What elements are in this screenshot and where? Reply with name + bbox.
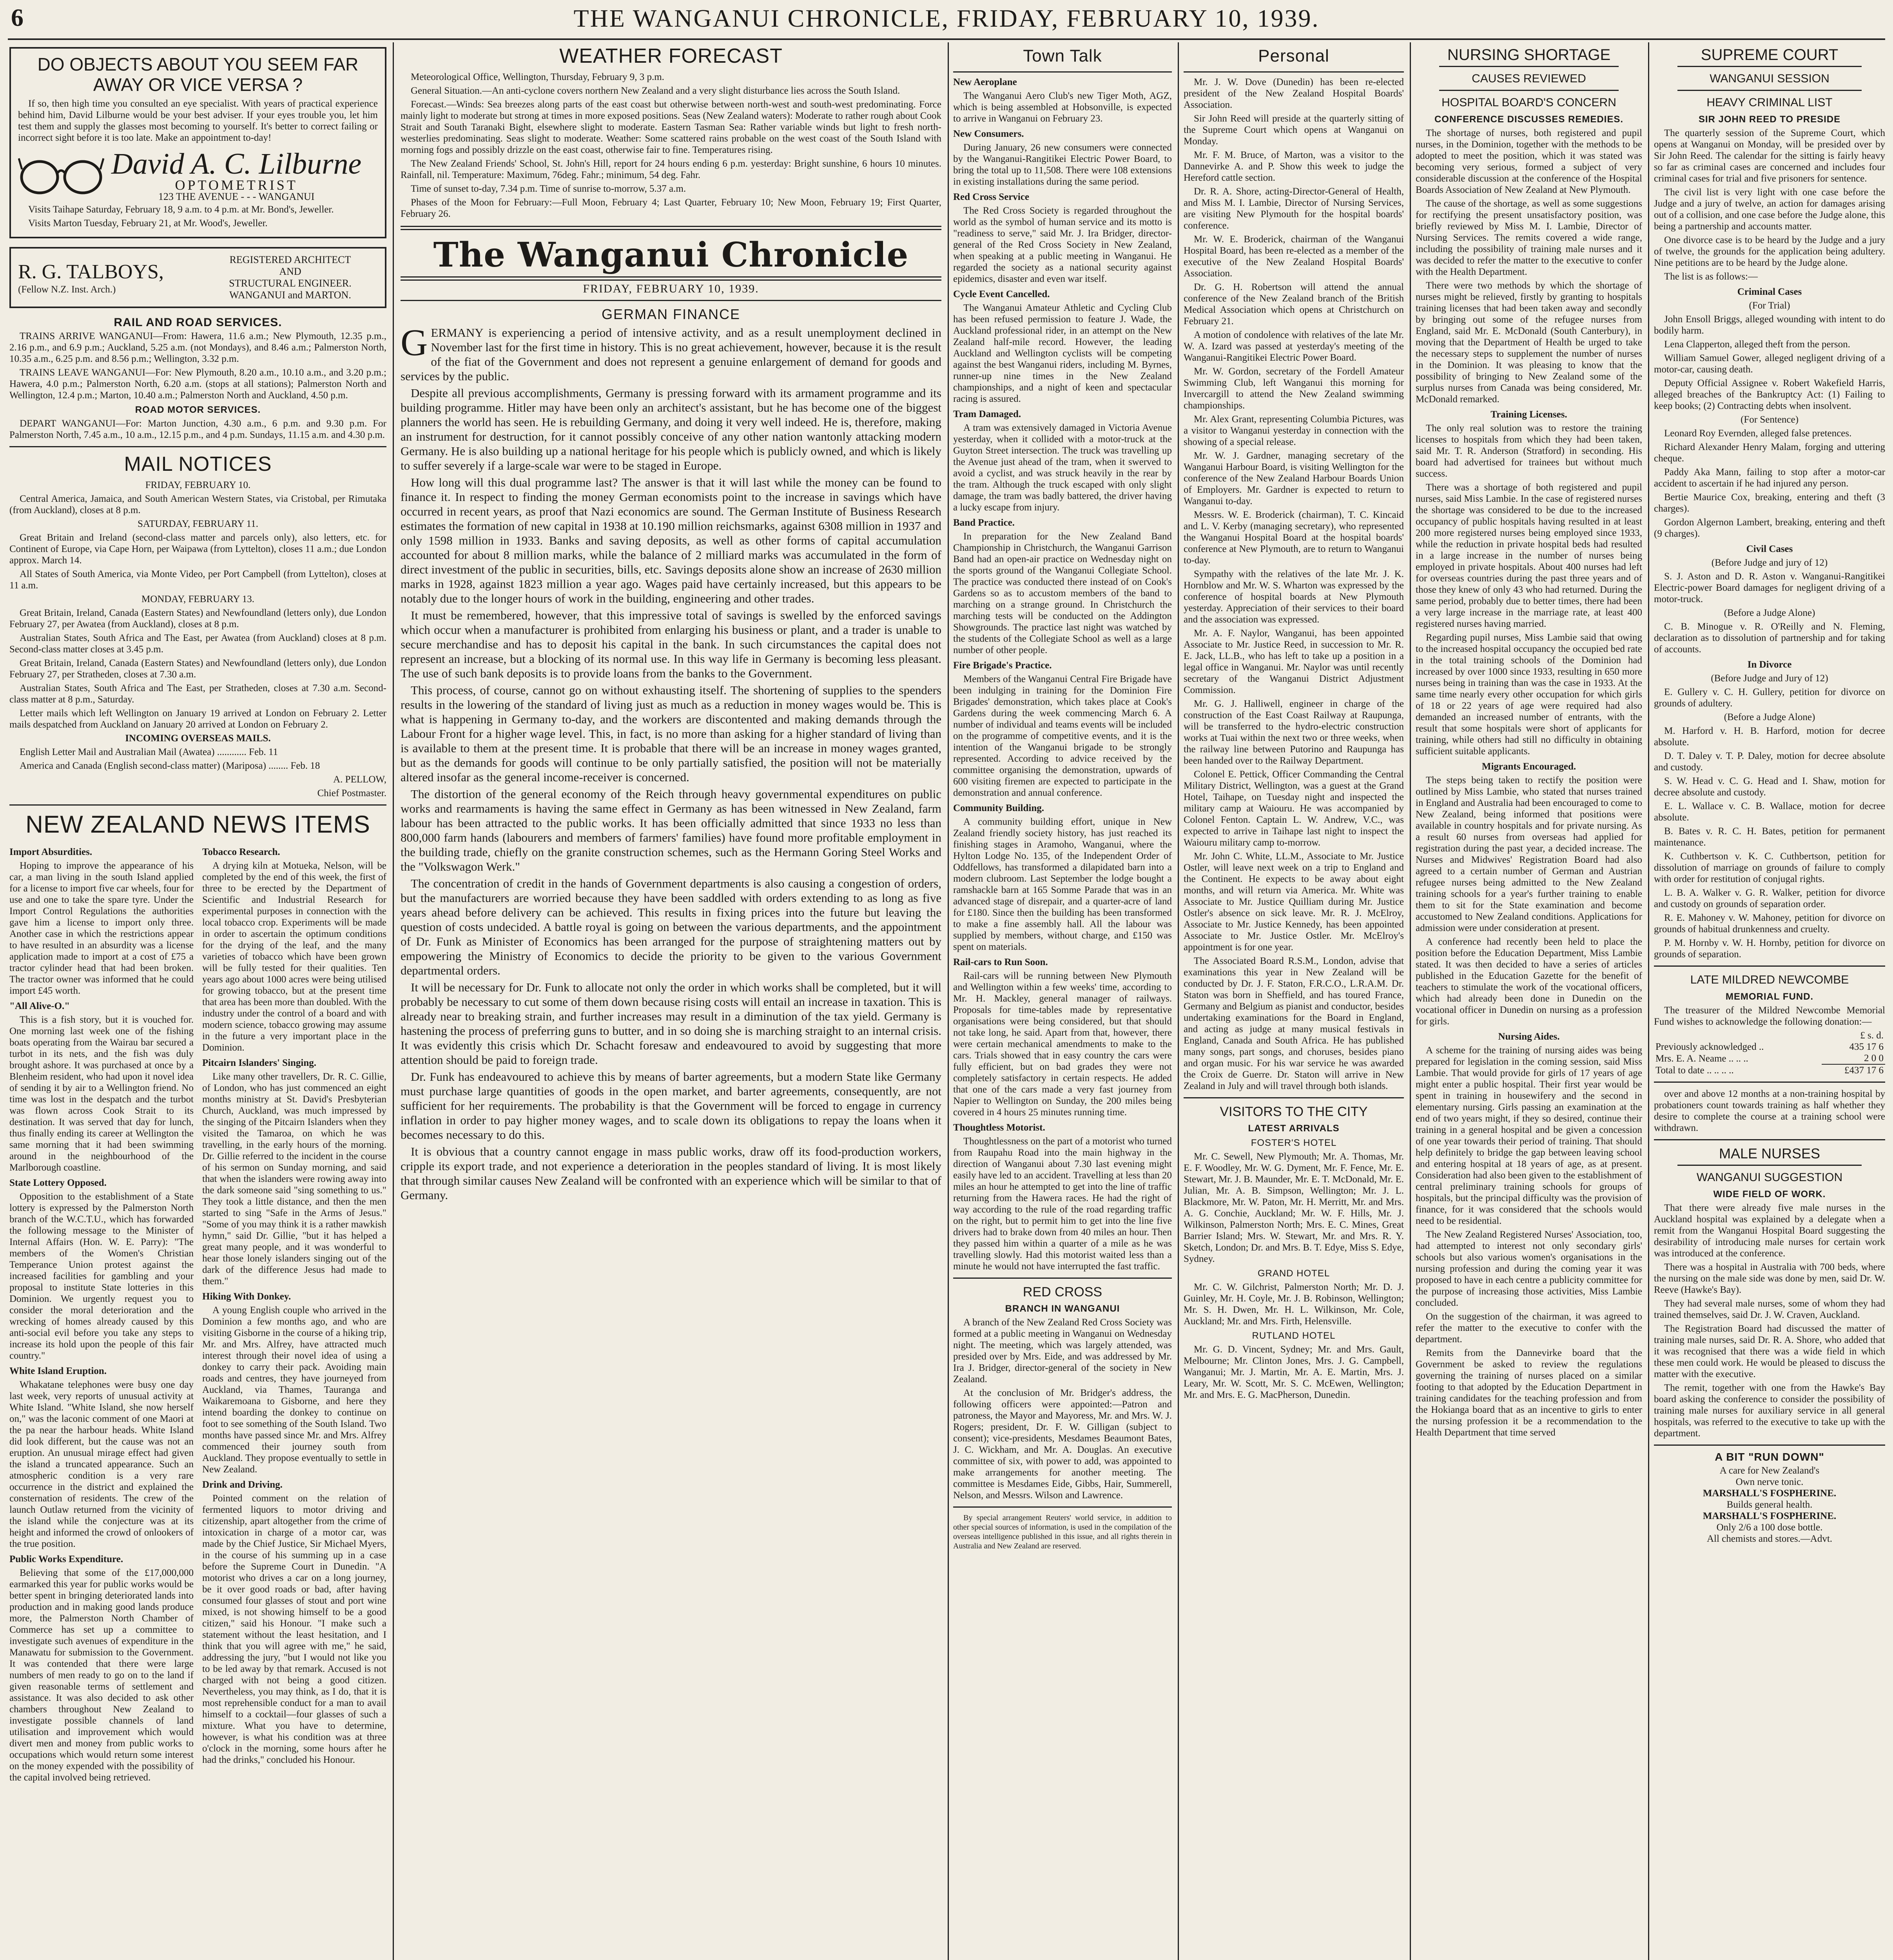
- column-rule: [1410, 42, 1411, 1960]
- personal-item: The Associated Board R.S.M., London, advise that examinations this year in New Zealand will be conducted by Dr. J. F. Staton, F.R.C.O., L.R.A.M. Dr. Staton was born in Sheffield, and has toured France, Germany and Belgium as pianist and conductor, besides undertaking examinations for the Board in England, and acting as judge at many musical festivals in England, Canada and South Africa. He has published many songs, part songs, and choruses, besides piano and organ music. For his war service he was awarded the Croix de Guerre. Dr. Staton will arrive in New Zealand in July and will travel through both islands.: [1184, 956, 1404, 1091]
- personal-item: Mr. John C. White, LL.M., Associate to Mr. Justice Ostler, will leave next week on a trip to England and the Continent. He expects to be away about eight months, and will return via America. Mr. White was Associate to Mr. Justice Quilliam during Mr. Justice Ostler's absence on sick leave. Mr. R. J. McElroy, Associate to Mr. Justice Kennedy, has been appointed Associate to Mr. Justice Ostler. Mr. McElroy's appointment is for one year.: [1184, 851, 1404, 953]
- nursing-subheading-3: CONFERENCE DISCUSSES REMEDIES.: [1434, 114, 1624, 125]
- male-nurses-paragraph: The Registration Board had discussed the matter of training male nurses, said Dr. R. A. Shore, who added that it was recognised that there was a wide field in which these men could work. He would be pleased to discuss the matter with the executive.: [1654, 1323, 1885, 1379]
- weather-forecast: Forecast.—Winds: Sea breezes along parts of the east coast but otherwise between north-west and south-west predominating. Force mainly light to moderate but strong at times in more exposed positions. Seas (New Zealand waters): Moderate to rather rough about Cook Strait and South Taranaki Bight, elsewhere slight to moderate. Eastern Tasman Sea: Rather variable winds but light to fresh north-westerlies predominating. Seas slight to moderate. Weather: Some scattered rains probable on the west coast of the South Island with morning fogs and possibly drizzle on the east coast, otherwise fair to fine. Temperatures rising.: [401, 99, 941, 155]
- mail-monday-4: Australian States, South Africa and The East, per Stratheden, closes at 7.30 a.m. Second-class matter at 8 p.m., Saturday.: [9, 683, 386, 705]
- court-case: E. L. Wallace v. C. B. Wallace, motion for decree absolute.: [1654, 801, 1885, 823]
- fospherine-advert: [1654, 1465, 1885, 1544]
- lilburne-advert: [9, 47, 386, 238]
- for-sentence-label: (For Sentence): [1741, 414, 1799, 425]
- editorial-dropcap: G: [401, 321, 428, 363]
- lilburne-visit-taihape: Visits Taihape Saturday, February 18, 9 a.m. to 4 p.m. at Mr. Bond's, Jeweller.: [28, 204, 334, 215]
- weather-general: General Situation.—An anti-cyclone covers northern New Zealand and a very slight disturbance lies across the South Island.: [411, 85, 900, 96]
- weather-sunset: Time of sunset to-day, 7.34 p.m. Time of sunrise to-morrow, 5.37 a.m.: [411, 183, 686, 194]
- nz-item-heading: "All Alive-O.": [9, 1001, 70, 1011]
- fund-label: Total to date .. .. .. ..: [1655, 1065, 1734, 1076]
- divider: [9, 446, 386, 447]
- editorial-paragraph: The distortion of the general economy of the Reich through heavy governmental expenditures on public works and rearmaments is having the same effect in Germany as has been witnessed in New Zealand, farm labour has been attracted to the public works. It has been officially admitted that since 1933 no less than 800,000 farm hands (labourers and members of farmers' families) have found more profitable employment in the building trade, chiefly on the granite construction schemes, such as the Hermann Goring Steel Works and the "Volkswagon Werk.": [401, 787, 941, 873]
- divider: [1184, 1097, 1404, 1098]
- court-case: Bertie Maurice Cox, breaking, entering and theft (3 charges).: [1654, 492, 1885, 514]
- incoming-1: English Letter Mail and Australian Mail (Awatea) ............ Feb. 11: [20, 747, 278, 757]
- divider: [1677, 66, 1862, 67]
- nursing-continuation: over and above 12 months at a non-training hospital by probationers count towards training as half whether they desire to complete the course at a training school were withdrawn.: [1654, 1089, 1885, 1133]
- lilburne-headline: DO OBJECTS ABOUT YOU SEEM FAR AWAY OR VICE VERSA ?: [37, 54, 359, 95]
- court-case: Deputy Official Assignee v. Robert Wakefield Harris, alleged breaches of the Bankruptcy Act: (1) Failing to keep books; (2) Contracting debts when insolvent.: [1654, 378, 1885, 411]
- male-nurses-paragraph: That there were already five male nurses in the Auckland hospital was explained by a delegate when a remit from the Wanganui Hospital Board suggesting the desirability of introducing male nurses for certain work was introduced at the conference.: [1654, 1203, 1885, 1259]
- town-talk-item-text: Members of the Wanganui Central Fire Brigade have been indulging in training for the Dominion Fire Brigades' demonstration, which takes place at Cook's Gardens during the week commencing March 6. A number of individual and teams events will be included on the programme of competitive events, and it is the intention of the Wanganui brigade to be strongly represented. According to advice received by the committee organising the demonstration, upwards of 600 visiting firemen are expected to participate in the demonstration and annual conference.: [953, 674, 1172, 798]
- talboys-line1: REGISTERED ARCHITECT: [229, 254, 351, 265]
- nursing-aides-heading: Nursing Aides.: [1498, 1031, 1560, 1042]
- nursing-paragraph: The steps being taken to rectify the position were outlined by Miss Lambie, who stated that nurses trained in England and Australia had been encouraged to come to New Zealand, being informed that positions were available in country hospitals and for private nursing. As a result 60 nurses from overseas had applied for registration during the past year, a decided increase. The Nurses and Midwives' Registration Board had also agreed to a certain number of German and Austrian refugee nurses being admitted to the New Zealand training schools for a year's further training to enable them to sit for the State examination and become accustomed to New Zealand conditions. Applications for admission were under consideration at present.: [1416, 775, 1642, 933]
- divider: [953, 71, 1172, 73]
- court-case: M. Harford v. H. B. Harford, motion for decree absolute.: [1654, 726, 1885, 748]
- weather-moon: Phases of the Moon for February:—Full Moon, February 4; Last Quarter, February 10; New Moon, February 19; First Quarter, February 26.: [401, 197, 941, 219]
- court-case: Paddy Aka Mann, failing to stop after a motor-car accident to ascertain if he had injured any person.: [1654, 467, 1885, 489]
- nz-item-heading: State Lottery Opposed.: [9, 1178, 107, 1188]
- column-rule: [1648, 42, 1649, 1960]
- red-cross-heading: RED CROSS: [1023, 1285, 1102, 1299]
- nursing-heading: NURSING SHORTAGE: [1447, 46, 1611, 64]
- fospherine-ad-heading: A BIT "RUN DOWN": [1715, 1451, 1824, 1463]
- lilburne-address: 123 THE AVENUE - - - WANGANUI: [158, 191, 315, 202]
- town-talk-heading: Town Talk: [1023, 46, 1102, 65]
- town-talk-item-text: The Wanganui Aero Club's new Tiger Moth, AGZ, which is being assembled at Hobsonville, is expected to arrive in Wanganui on February 23.: [953, 91, 1172, 124]
- personal-item: Colonel E. Pettick, Officer Commanding the Central Military District, Wellington, was a guest at the Grand Hotel, Taihape, on Tuesday night and inspected the military camp at Waiouru. He was accompanied by Colonel Fenton. Captain L. W. Andrew, V.C., was expected to arrive in Taihape last night to inspect the Waiouru military camp to-morrow.: [1184, 769, 1404, 848]
- mail-saturday-1: Great Britain and Ireland (second-class matter and parcels only), also letters, etc. for Continent of Europe, via Cape Horn, per Waipawa (from Lyttelton), closes 11 a.m.; due London approx. March 14.: [9, 532, 386, 566]
- fospherine-line: Only 2/6 a 100 dose bottle.: [1716, 1522, 1823, 1533]
- lilburne-visit-marton: Visits Marton Tuesday, February 21, at Mr. Wood's, Jeweller.: [28, 218, 268, 229]
- talboys-name: R. G. TALBOYS,: [18, 260, 164, 283]
- fund-column-header: £ s. d.: [1860, 1030, 1884, 1041]
- fospherine-line: Builds general health.: [1726, 1499, 1813, 1510]
- red-cross-paragraph: A branch of the New Zealand Red Cross Society was formed at a public meeting in Wanganui on Wednesday night. The meeting, which was largely attended, was presided over by Mrs. Eide, and was addressed by Mr. Ira J. Bridger, director-general of the society in New Zealand.: [953, 1317, 1172, 1385]
- for-trial-label: (For Trial): [1749, 300, 1790, 311]
- nursing-paragraph: On the suggestion of the chairman, it was agreed to refer the matter to the executive to confer with the department.: [1416, 1311, 1642, 1345]
- editorial-paragraph: It will be necessary for Dr. Funk to allocate not only the order in which works shall be completed, but it will probably be necessary to cut some of them down because rising costs will entail an increase in taxation. This is already near to breaking strain, and further increases may result in a diminution of the tax yield. Germany is hastening the process of preferring guns to butter, and in so doing she is marching straight to an internal crisis. It was evidently this crisis which Dr. Schacht foresaw and endeavoured to avoid by suggesting that more attention should be paid to foreign trade.: [401, 980, 941, 1067]
- lilburne-profession: OPTOMETRIST: [175, 177, 298, 193]
- court-case: S. J. Aston and D. R. Aston v. Wanganui-Rangitikei Electric-power Board damages for negligent driving of a motor-truck.: [1654, 571, 1885, 604]
- divider: [401, 300, 941, 301]
- mail-monday-head: MONDAY, FEBRUARY 13.: [141, 594, 255, 604]
- divider: [9, 804, 386, 806]
- mail-monday-3: Great Britain, Ireland, Canada (Eastern States) and Newfoundland (letters only), due London February 27, per Stratheden, closes at 7.30 a.m.: [9, 658, 386, 680]
- fund-value: 435 17 6: [1849, 1042, 1884, 1052]
- mail-saturday-2: All States of South America, via Monte Video, per Port Campbell (from Lyttelton), closes at 11 a.m.: [9, 569, 386, 591]
- divider: [1654, 965, 1885, 967]
- column-2: [401, 43, 941, 1960]
- fospherine-line: MARSHALL'S FOSPHERINE.: [1703, 1511, 1837, 1521]
- fospherine-line: All chemists and stores.—Advt.: [1706, 1534, 1833, 1544]
- nz-news-heading: NEW ZEALAND NEWS ITEMS: [25, 811, 370, 838]
- court-paragraph: The civil list is very light with one case before the Judge and a jury of twelve, an action for damages arising out of a collision, and one case before the Judge alone, this being a partnership and accounts matter.: [1654, 187, 1885, 232]
- column-4: [1184, 43, 1404, 1960]
- nursing-paragraph: The cause of the shortage, as well as some suggestions for rectifying the present unsatisfactory position, was briefly reviewed by Miss M. I. Lambie, Director of Nursing Services. The remits covered a wide range, including the possibility of training male nurses and it was decided to refer the matter to the executive to confer with the Health Department.: [1416, 198, 1642, 277]
- nursing-paragraph: Regarding pupil nurses, Miss Lambie said that owing to the increased hospital occupancy the occupied bed rate in the total training schools of the Dominion had increased by over 1000 since 1933, resulting in 650 more nurses being in training than was the case in 1933. At the same time nearly every other occupation for which girls of 18 or 22 years of age were required had also demanded an increased number of entrants, with the result that some hospitals were short of applicants for training, while others had still no difficulty in obtaining sufficient suitable applicants.: [1416, 632, 1642, 757]
- divider: [401, 276, 941, 281]
- civil-cases-heading: Civil Cases: [1746, 544, 1793, 554]
- personal-item: Mr. F. M. Bruce, of Marton, was a visitor to the Dannevirke A. and P. Show this week to judge the Hereford cattle section.: [1184, 150, 1404, 183]
- weather-intro: Meteorological Office, Wellington, Thursday, February 9, 3 p.m.: [411, 72, 664, 82]
- nz-news-body: [9, 842, 386, 1786]
- nz-item-text: Believing that some of the £17,000,000 earmarked this year for public works would be better spent in bringing deteriorated lands into production and in making good lands produce more, the Palmerston North Chamber of Commerce has set up a committee to investigate such avenues of expenditure in the Manawatu for submission to the Government. It was contended that there were large numbers of men ready to go on to the land if given reasonable terms of settlement and assistance. It was also decided to ask other chambers throughout New Zealand to investigate possible channels of land utilisation and improvement which would divert men and money from public works to occupations which would return some interest on the money expended with the possibility of the capital involved being retrieved.: [9, 1568, 194, 1783]
- nz-item-heading: White Island Eruption.: [9, 1366, 107, 1376]
- mail-monday-1: Great Britain, Ireland, Canada (Eastern States) and Newfoundland (letters only), due London February 27, per Awatea (from Auckland), closes at 8 p.m.: [9, 608, 386, 630]
- masthead: [0, 0, 1893, 39]
- personal-heading: Personal: [1258, 46, 1329, 65]
- supreme-court-subheading-2: HEAVY CRIMINAL LIST: [1706, 96, 1833, 109]
- court-case: Leonard Roy Evernden, alleged false pretences.: [1664, 428, 1852, 439]
- incoming-heading: INCOMING OVERSEAS MAILS.: [125, 733, 271, 744]
- nz-item-heading: Public Works Expenditure.: [9, 1554, 123, 1564]
- male-nurses-subheading: WANGANUI SUGGESTION: [1696, 1171, 1843, 1184]
- talboys-place: WANGANUI and MARTON.: [229, 289, 351, 301]
- town-talk-item-text: In preparation for the New Zealand Band Championship in Christchurch, the Wanganui Garrison Band had an open-air practice on Wednesday night on the sports ground of the Wanganui Collegiate School. The practice was conducted there instead of on Cook's Gardens so as to accustom members of the band to marching on a strange ground. In Christchurch the marching tests will be conducted on the Addington Showgrounds. The practice last night was watched by the students of the Collegiate School as well as a large number of other people.: [953, 531, 1172, 655]
- fosters-hotel-guests: Mr. C. Sewell, New Plymouth; Mr. A. Thomas, Mr. E. F. Woodley, Mr. W. G. Dyment, Mr. F. Fence, Mr. E. Stewart, Mr. J. B. Maunder, Mr. E. T. McDonald, Mr. E. Julian, Mr. A. B. Simpson, Wellington; Mr. J. L. Blackmore, Mr. W. Paton, Mr. H. Merritt, Mr. and Mrs. A. G. Conchie, Auckland; Mr. W. F. Hills, Mr. J. Wilkinson, Palmerston North; Mrs. E. C. Mines, Great Barrier Island; Mrs. W. Stewart, Mr. and Mrs. R. Y. Sketch, London; Dr. and Mrs. B. T. Edye, Miss S. Edye, Sydney.: [1184, 1151, 1404, 1264]
- fospherine-line: A care for New Zealand's: [1719, 1465, 1820, 1476]
- memorial-fund-subheading: MEMORIAL FUND.: [1725, 991, 1814, 1002]
- divorce-jury-label: (Before Judge and Jury of 12): [1711, 673, 1828, 684]
- nz-item-heading: Drink and Driving.: [202, 1479, 283, 1490]
- editorial-paragraph: This process, of course, cannot go on without exhausting itself. The shortening of supplies to the spenders results in the lowering of the standard of living just as much as a reduction in money wages would be. This is what is happening in Germany to-day, and the workers are discontented and making demands through the Labour Front for a higher wage level. This, in fact, is no more than asking for a higher standard of living than is available to them at the present time. It is probable that there will be an increase in money wages granted, but as the demands for goods will continue to be only partially satisfied, the position will not be materially altered insofar as the general income-receiver is concerned.: [401, 683, 941, 784]
- red-cross-subheading: BRANCH IN WANGANUI: [1005, 1303, 1120, 1314]
- divorce-heading: In Divorce: [1747, 659, 1792, 670]
- court-case: S. W. Head v. C. G. Head and I. Shaw, motion for decree absolute and custody.: [1654, 776, 1885, 798]
- editorial-paragraph: Despite all previous accomplishments, Germany is pressing forward with its armament programme and its building programme. Hitler may have been only an architect's assistant, but he has become one of the biggest planners the world has seen. He is rebuilding Germany, and doing it very well indeed. He is, therefore, making an instrument for destruction, for it cannot possibly conceive of any other nation wantonly attacking modern Germany. He is also building up a national heritage for his people which is publicly owned, and which is likely to suffer severely if a large-scale war were to be staged in Europe.: [401, 386, 941, 472]
- town-talk-item-text: Thoughtlessness on the part of a motorist who turned from Raupahu Road into the main highway in the direction of Wanganui about 7.30 last evening might easily have led to an accident. Travelling at less than 20 miles an hour he attempted to get into the line of traffic returning from the Hawera races. He had the right of way according to the rule of the road regarding traffic on the right, but to permit him to get into the line five drivers had to brake down from 40 miles an hour. Then they passed him within a quarter of a mile as he was travelling slowly. Had this motorist waited less than a minute he would not have interrupted the fast traffic.: [953, 1136, 1172, 1272]
- court-case: K. Cuthbertson v. K. C. Cuthbertson, petition for dissolution of marriage on grounds of failure to comply with order for restitution of conjugal rights.: [1654, 851, 1885, 884]
- nursing-paragraph: A conference had recently been held to place the position before the Education Department, Miss Lambie stated. It was then decided to have a series of articles published in the Education Gazette for the benefit of teachers to stimulate the work of the vocational officers, which had already been done in Dunedin on the vocational officer in Dunedin on nursing as a profession for girls.: [1416, 936, 1642, 1027]
- editorial-paragraph: It is obvious that a country cannot engage in mass public works, draw off its food-production workers, cripple its export trade, and not experience a deterioration in the peoples standard of living. It is most likely that through similar causes New Zealand will be confronted with an experience which will be similar to that of Germany.: [401, 1145, 941, 1202]
- column-5: [1416, 43, 1642, 1960]
- fospherine-line: MARSHALL'S FOSPHERINE.: [1703, 1488, 1837, 1499]
- nursing-subheading-1: CAUSES REVIEWED: [1472, 72, 1586, 85]
- divider: [1654, 1082, 1885, 1083]
- court-case: E. Gullery v. C. H. Gullery, petition for divorce on grounds of adultery.: [1654, 687, 1885, 709]
- town-talk-item-heading: Cycle Event Cancelled.: [953, 289, 1050, 299]
- nz-item-text: Opposition to the establishment of a State lottery is expressed by the Palmerston North branch of the W.C.T.U., which has forwarded the following message to the Minister of Internal Affairs (Hon. W. E. Parry): "The members of the Women's Christian Temperance Union protest against the increased facilities for gambling and your proposal to institute State lotteries in this Dominion. We urgently request you to consider the moral deterioration and the wrecking of homes already caused by this anti-social evil before you take any steps to increase its hold upon the people of this fair country.": [9, 1191, 194, 1361]
- court-paragraph: The quarterly session of the Supreme Court, which opens at Wanganui on Monday, will be presided over by Sir John Reed. The calendar for the sitting is fairly heavy so far as criminal cases are concerned and includes four criminal cases for trial and five prisoners for sentence.: [1654, 128, 1885, 184]
- talboys-line2: AND: [279, 266, 301, 277]
- rail-heading: RAIL AND ROAD SERVICES.: [114, 316, 282, 329]
- nz-item-heading: Hiking With Donkey.: [202, 1291, 291, 1302]
- mail-friday: Central America, Jamaica, and South American Western States, via Cristobal, per Rimutaka (from Auckland), closes at 8 p.m.: [9, 494, 386, 515]
- court-case: Gordon Algernon Lambert, breaking, entering and theft (9 charges).: [1654, 517, 1885, 539]
- visitors-subheading: LATEST ARRIVALS: [1248, 1123, 1340, 1134]
- civil-jury-label: (Before Judge and jury of 12): [1711, 557, 1828, 568]
- column-6: [1654, 43, 1885, 1960]
- personal-item: Mr. W. Gordon, secretary of the Fordell Amateur Swimming Club, left Wanganui this morning for Invercargill to attend the New Zealand swimming championships.: [1184, 366, 1404, 411]
- newspaper-title: THE WANGANUI CHRONICLE, FRIDAY, FEBRUARY 10, 1939.: [573, 4, 1320, 32]
- weather-school-report: The New Zealand Friends' School, St. John's Hill, report for 24 hours ending 6 p.m. yesterday: Bright sunshine, 6 hours 10 minutes. Rainfall, nil. Temperature: Maximum, 76deg. Fahr.; minimum, 54 deg. Fahr.: [401, 158, 941, 180]
- nz-item-text: Hoping to improve the appearance of his car, a man living in the south Island applied for a license to import five car wheels, four for use and one to take the spare tyre. Under the Import Control Regulations the authorities gave him a license to import only three. Another case in which the restrictions appear to have resulted in an absurdity was a license application made to import at a cost of £75 a tractor cylinder head that had been broken. The tractor owner was informed that he could import £45 worth.: [9, 860, 194, 996]
- table-row: [1654, 1030, 1885, 1041]
- court-case: P. M. Hornby v. W. H. Hornby, petition for divorce on grounds of separation.: [1654, 938, 1885, 960]
- divider: [401, 226, 941, 230]
- talboys-fellow: (Fellow N.Z. Inst. Arch.): [18, 284, 116, 295]
- divider: [1654, 1445, 1885, 1446]
- rail-leave: TRAINS LEAVE WANGANUI—For: New Plymouth, 8.20 a.m., 10.10 a.m., and 3.20 p.m.; Hawera, 4.0 p.m.; Palmerston North, 6.20 a.m. (stops at all stations); Palmerston North and Wellington, 12.4 p.m.; Marton, 10.40 a.m.; Palmerston North and Auckland, 4.50 p.m.: [9, 367, 386, 401]
- memorial-fund-intro: The treasurer of the Mildred Newcombe Memorial Fund wishes to acknowledge the following donation:—: [1654, 1005, 1885, 1027]
- personal-item: A motion of condolence with relatives of the late Mr. W. A. Izard was passed at yesterday's meeting of the Wanganui-Rangitikei Electric Power Board.: [1184, 330, 1404, 363]
- rail-arrive: TRAINS ARRIVE WANGANUI—From: Hawera, 11.6 a.m.; New Plymouth, 12.35 p.m., 2.16 p.m., and 6.9 p.m.; Auckland, 5.25 a.m. (not Mondays), and 8.46 a.m.; Palmerston North, 10.35 a.m., 6.25 p.m. and 8.56 p.m.; Wellington, 3.32 p.m.: [9, 331, 386, 364]
- court-paragraph: One divorce case is to be heard by the Judge and a jury of twelve, the grounds for the application being adultery. Nine petitions are to be heard by the Judge alone.: [1654, 235, 1885, 268]
- divider: [1654, 1139, 1885, 1140]
- memorial-fund-table: [1654, 1030, 1885, 1076]
- personal-item: Mr. J. W. Dove (Dunedin) has been re-elected president of the New Zealand Hospital Boards' Association.: [1184, 77, 1404, 110]
- nz-item-text: A young English couple who arrived in the Dominion a few months ago, and who are visiting Gisborne in the course of a hiking trip, Mr. and Mrs. Alfrey, have attracted much interest through their novel idea of using a donkey to carry their pack. Avoiding main roads and centres, they have journeyed from Auckland, via Thames, Tauranga and Waikaremoana to Gisborne, and here they intend boarding the donkey to continue on foot to see something of the South Island. Two months have passed since Mr. and Mrs. Alfrey commenced their journey south from Auckland. They propose eventually to settle in New Zealand.: [202, 1305, 386, 1475]
- personal-item: Mr. Alex Grant, representing Columbia Pictures, was a visitor to Wanganui yesterday in connection with the showing of a special release.: [1184, 414, 1404, 447]
- town-talk-item-text: The Wanganui Amateur Athletic and Cycling Club has been refused permission to feature J. Wade, the Auckland professional rider, in an attempt on the New Zealand half-mile record. However, the leading Auckland and Wellington cyclists will be competing against the best Wanganui riders, including M. Byrnes, runner-up nine times in the New Zealand championships, and a night of keen and spectacular racing is assured.: [953, 303, 1172, 404]
- column-3: [953, 43, 1172, 1960]
- fosters-hotel-heading: FOSTER'S HOTEL: [1251, 1138, 1337, 1148]
- personal-item: Dr. G. H. Robertson will attend the annual conference of the New Zealand branch of the British Medical Association which opens at Christchurch on February 21.: [1184, 282, 1404, 327]
- supreme-court-subheading-3: SIR JOHN REED TO PRESIDE: [1698, 114, 1841, 125]
- personal-item: Mr. W. J. Gardner, managing secretary of the Wanganui Harbour Board, is visiting Wellington for the conference of the New Zealand Harbour Boards Union of Employers. Mr. Gardner is expected to return to Wanganui to-day.: [1184, 450, 1404, 506]
- column-rule: [1178, 42, 1179, 1960]
- weather-heading: WEATHER FORECAST: [559, 45, 783, 67]
- editorial-paragraph: How long will this dual programme last? The answer is that it will last while the money can be found to finance it. In respect to finding the money German economists point to the increase in savings which have occurred in recent years, as proof that Nazi economics are sound. The German Institute of Business Research estimates the formation of new capital in 1938 at 10.190 million reichsmarks, against 6308 million in 1937 and only 1598 million in 1933. Banks and saving deposits, as well as other forms of capital accumulation accounted for about 8 million marks, while the balance of 2 milliard marks was accumulated in the form of direct investment of the public in securities, bills, etc. Savings deposits alone show an increase of 2630 million marks in 1928, against 1823 million a year ago. Wages paid have certainly increased, but this appears to be notably due to the longer hours of work in the building, engineering and other trades.: [401, 475, 941, 605]
- court-case: John Ensoll Briggs, alleged wounding with intent to do bodily harm.: [1654, 314, 1885, 336]
- postmaster-title: Chief Postmaster.: [317, 788, 386, 799]
- training-licenses-heading: Training Licenses.: [1490, 409, 1567, 420]
- reuters-footnote: By special arrangement Reuters' world service, in addition to other special sources of information, is used in the compilation of the overseas intelligence published in this issue, and all rights therein in Australia and New Zealand are reserved.: [953, 1514, 1172, 1550]
- divider: [953, 1278, 1172, 1279]
- talboys-line3: STRUCTURAL ENGINEER.: [229, 278, 352, 289]
- court-case: B. Bates v. R. C. H. Bates, petition for permanent maintenance.: [1654, 826, 1885, 848]
- court-case: L. B. A. Walker v. G. R. Walker, petition for divorce and custody on grounds of separation order.: [1654, 887, 1885, 909]
- town-talk-item-heading: Fire Brigade's Practice.: [953, 660, 1052, 671]
- page-number: 6: [11, 4, 24, 31]
- civil-alone-label: (Before a Judge Alone): [1724, 608, 1815, 618]
- divorce-alone-label: (Before a Judge Alone): [1724, 712, 1815, 722]
- editorial-paragraph: ERMANY is experiencing a period of intensive activity, and as a result unemployment declined in November last for the first time in history. This is no great achievement, however, because it is the result of the fiat of the Government and does not represent a genuine enlargement of demand for goods and services by the public.: [401, 326, 941, 383]
- lilburne-body: If so, then high time you consulted an eye specialist. With years of practical experience behind him, David Lilburne would be your best adviser. If your eyes trouble you, let him test them and supply the glasses most becoming to yourself. It's better to correct failing or incorrect sight before it is too late. Make an appointment to-day!: [18, 98, 378, 143]
- nz-item-heading: Tobacco Research.: [202, 847, 280, 857]
- town-talk-item-heading: Band Practice.: [953, 517, 1015, 528]
- road-depart: DEPART WANGANUI—For: Marton Junction, 4.30 a.m., 6 p.m. and 9.30 p.m. For Palmerston North, 7.45 a.m., 10 a.m., 12.15 p.m., and 4 p.m. Sundays, 11.15 a.m. and 4.30 p.m.: [9, 418, 386, 440]
- court-case: Richard Alexander Henry Malam, forging and uttering cheque.: [1654, 442, 1885, 464]
- newspaper-flag: The Wanganui Chronicle: [433, 235, 909, 275]
- nursing-paragraph: A scheme for the training of nursing aides was being prepared for legislation in the coming session, said Miss Lambie. That would provide for girls of 17 years of age might enter a public hospital. Their first year would be spent in training in housewifery and the second in elementary nursing. Girls passing an examination at the end of two years might, if they so desired, continue their training in a general hospital and be given a concession of one year towards their period of training. That should help definitely to bridge the gap between leaving school and entering hospital at 18 years of age, as at present. Consideration had also been given to the establishment of central preliminary training schools for groups of hospitals, but the principal difficulty was the provision of finance, for it was considered that the schools would need to be residential.: [1416, 1045, 1642, 1226]
- town-talk-item-heading: Tram Damaged.: [953, 409, 1021, 419]
- editorial-paragraph: Dr. Funk has endeavoured to achieve this by means of barter agreements, but a modern State like Germany must purchase large quantities of goods in the open market, and barter agreements, consequently, are not sufficient for her requirements. The probability is that the Government will be forced to engage in currency inflation in order to pay higher money wages, and to scale down its obligations to repay the loans when it becomes necessary to do this.: [401, 1070, 941, 1142]
- table-row: [1654, 1053, 1885, 1064]
- supreme-court-heading: SUPREME COURT: [1701, 46, 1839, 64]
- mail-saturday-head: SATURDAY, FEBRUARY 11.: [138, 519, 258, 529]
- court-case: C. B. Minogue v. R. O'Reilly and N. Fleming, declaration as to dissolution of partnership and for taking of accounts.: [1654, 621, 1885, 655]
- nz-item-text: Whakatane telephones were busy one day last week, very reports of unusual activity at White Island. "White Island, she now herself on," was the laconic comment of one Maori at the pa near the harbour heads. White Island did look different, but the cause was not an eruption. An unusual mirage effect had given the island a truncated appearance. Such an atmospheric condition is a very rare occurrence in the district and explained the consternation of residents. The crew of the launch Outlaw returned from the vicinity of the island while the conjecture was at its height and informed the crowd of onlookers of the true position.: [9, 1379, 194, 1549]
- nursing-paragraph: The New Zealand Registered Nurses' Association, too, had attempted to interest not only secondary girls' schools but also various women's organisations in the nursing profession and during the coming year it was proposed to have in each centre a publicity committee for the purpose of increasing those activities, Miss Lambie concluded.: [1416, 1229, 1642, 1308]
- rutland-hotel-guests: Mr. G. D. Vincent, Sydney; Mr. and Mrs. Gault, Melbourne; Mr. Clinton Jones, Mrs. J. G. Campbell, Wanganui; Mr. J. Martin, Mr. A. E. Martin, Mrs. J. Leary, Mr. W. Scott, Mr. S. C. McEwen, Wellington; Mr. and Mrs. E. G. MacPherson, Dunedin.: [1184, 1344, 1404, 1400]
- spectacles-icon: [18, 154, 104, 197]
- road-heading: ROAD MOTOR SERVICES.: [135, 405, 261, 415]
- fund-label: Previously acknowledged ..: [1655, 1042, 1764, 1052]
- male-nurses-heading: MALE NURSES: [1719, 1145, 1820, 1161]
- nz-item-text: This is a fish story, but it is vouched for. One morning last week one of the fishing boats operating from the Wairau bar secured a turbot in its nets, and the fish was duly brought ashore. It was purchased at once by a Blenheim resident, who had upon it novel idea of sending it by air to a Wellington friend. No time was lost in the despatch and the turbot was flown across Cook Strait to its destination. It was served that day for lunch, thus finally ending its career at Wellington the same morning that it had been swimming around in the neighbourhood of the Marlborough coastline.: [9, 1014, 194, 1173]
- divider: [1439, 90, 1619, 91]
- divider: [953, 1506, 1172, 1508]
- fund-value: £437 17 6: [1844, 1065, 1884, 1076]
- mail-friday-head: FRIDAY, FEBRUARY 10.: [145, 480, 251, 490]
- divider: [1677, 1165, 1862, 1166]
- town-talk-item-text: A tram was extensively damaged in Victoria Avenue yesterday, when it collided with a motor-truck at the Guyton Street intersection. The truck was travelling up the Avenue just ahead of the tram, when it swerved to avoid a cyclist, and was struck heavily in the rear by the tram. Although the truck escaped with only slight damage, the tram was badly battered, the driver having a lucky escape from injury.: [953, 423, 1172, 513]
- masthead-rule: [8, 38, 1885, 40]
- town-talk-item-heading: New Aeroplane: [953, 77, 1017, 87]
- lilburne-name: David A. C. Lilburne: [111, 147, 362, 180]
- town-talk-item-text: The Red Cross Society is regarded throughout the world as the symbol of human service and its motto is "readiness to serve," said Mr. J. Ira Bridger, director-general of the Red Cross Society in New Zealand, when speaking at a public meeting in Wanganui. He regarded the society as a national security against epidemics, disaster and even war itself.: [953, 205, 1172, 284]
- column-rule: [948, 42, 949, 1960]
- grand-hotel-guests: Mr. C. W. Gilchrist, Palmerston North; Mr. D. J. Guinley, Mr. H. Coyle, Mr. J. B. Robinson, Wellington; Mr. S. H. Dwen, Mr. H. L. Wilkinson, Mr. Cole, Auckland; Mr. and Mrs. Firth, Helensville.: [1184, 1282, 1404, 1327]
- personal-item: Mr. W. E. Broderick, chairman of the Wanganui Hospital Board, has been re-elected as a member of the executive of the New Zealand Hospital Boards' Association.: [1184, 234, 1404, 279]
- lilburne-logo: [18, 148, 378, 202]
- divider: [1184, 71, 1404, 73]
- fund-value: 2 0 0: [1822, 1053, 1885, 1064]
- postmaster-name: A. PELLOW,: [333, 774, 386, 785]
- court-case: William Samuel Gower, alleged negligent driving of a motor-car, causing death.: [1654, 353, 1885, 375]
- incoming-2: America and Canada (English second-class matter) (Mariposa) ........ Feb. 18: [20, 760, 320, 771]
- court-paragraph: The list is as follows:—: [1664, 271, 1758, 282]
- nz-item-text: Pointed comment on the relation of fermented liquors to motor driving and citizenship, apart altogether from the crime of intoxication in charge of a motor car, was made by the Chief Justice, Sir Michael Myers, in the course of his summing up in a case before the Supreme Court in Dunedin. "A motorist who drives a car on a long journey, be it over good roads or bad, after having consumed four glasses of stout and port wine mixed, is not showing himself to be a good citizen," said his Honour. "I make such a statement without the least hesitation, and I think that you will agree with me," he said, addressing the jury, "but I would not like you to be led away by that remark. Accused is not charged with not being a good citizen. Nevertheless, you may think, as I do, that it is most reprehensible conduct for a man to avail himself to a cocktail—four glasses of such a mixture. What you have to determine, however, is what his condition was at three o'clock in the morning, some hours after he had the drinks," concluded his Honour.: [202, 1493, 386, 1765]
- personal-item: Dr. R. A. Shore, acting-Director-General of Health, and Miss M. I. Lambie, Director of Nursing Services, are visiting New Plymouth for the hospital boards' conference.: [1184, 186, 1404, 231]
- nursing-paragraph: The only real solution was to restore the training licenses to hospitals from which they had been taken, said Mr. T. R. Anderson (Stratford) in seconding. His board had advertised for trainees but without much success.: [1416, 423, 1642, 479]
- town-talk-item-heading: New Consumers.: [953, 129, 1024, 139]
- rutland-hotel-heading: RUTLAND HOTEL: [1252, 1330, 1336, 1341]
- nz-item-text: A drying kiln at Motueka, Nelson, will be completed by the end of this week, the first of three to be erected by the Department of Scientific and Industrial Research for experimental purposes in connection with the local tobacco crop. Experiments will be made in order to ascertain the optimum conditions for the drying of the leaf, and the many varieties of tobacco which have been grown will be fully tested for their qualities. Ten years ago about 1000 acres were being utilised for growing tobacco, but at the present time that area has been more than doubled. With the industry under the control of a board and with modern science, tobacco growing may assume in the future a very important place in the Dominion.: [202, 860, 386, 1053]
- nursing-paragraph: The shortage of nurses, both registered and pupil nurses, in the Dominion, together with the methods to be adopted to meet the position, which it was stated was becoming very serious, formed a subject of very considerable discussion at the conference of the Hospital Boards Association of New Zealand at New Plymouth.: [1416, 128, 1642, 195]
- mail-monday-5: Letter mails which left Wellington on January 19 arrived at London on February 2. Letter mails despatched from Auckland on January 20 arrived at London on February 2.: [9, 708, 386, 730]
- personal-item: Sir John Reed will preside at the quarterly sitting of the Supreme Court which opens at Wanganui on Monday.: [1184, 113, 1404, 147]
- criminal-cases-heading: Criminal Cases: [1737, 287, 1802, 297]
- mail-monday-2: Australian States, South Africa and The East, per Awatea (from Auckland) closes at 8 p.m. Second-class matter closes at 3.45 p.m.: [9, 633, 386, 655]
- nz-item-text: Like many other travellers, Dr. R. C. Gillie, of London, who has just commenced an eight months ministry at St. David's Presbyterian Church, Auckland, was much impressed by the singing of the Pitcairn Islanders when they visited the Tamaroa, on which he was travelling, in the early hours of the morning. Dr. Gillie referred to the incident in the course of his sermon on Sunday morning, and said that when the islanders were rowing away into the dark someone said "sing something to us." They took a little distance, and then the men started to sing "Safe in the Arms of Jesus." "Some of you may think it is a rather mawkish hymn," said Dr. Gillie, "but it has helped a great many people, and it was wonderful to hear those lonely islanders singing out of the dark of the difference Jesus had made to them.": [202, 1071, 386, 1287]
- personal-item: Messrs. W. E. Broderick (chairman), T. C. Kincaid and L. V. Kerby (managing secretary), who represented the Wanganui Hospital Board at the hospital boards' conference at New Plymouth, are to return to Wanganui to-day.: [1184, 510, 1404, 566]
- male-nurses-paragraph: There was a hospital in Australia with 700 beds, where the nursing on the male side was done by men, said Dr. W. Reeve (Hawke's Bay).: [1654, 1262, 1885, 1295]
- personal-item: Mr. G. J. Halliwell, engineer in charge of the construction of the East Coast Railway at Raupunga, will be transferred to the hydro-electric construction works at Tuai within the next two or three weeks, when the railway line between Putorino and Raupunga has been handed over to the Railway Department.: [1184, 699, 1404, 766]
- town-talk-item-heading: Rail-cars to Run Soon.: [953, 957, 1048, 967]
- town-talk-item-text: Rail-cars will be running between New Plymouth and Wellington within a few weeks' time, according to Mr. H. Mackley, general manager of railways. Proposals for time-tables made by representative organisations were being considered, but that should not take long, he said. Apart from that, however, there were certain mechanical amendments to make to the cars. Trials showed that in easy country the cars were fully efficient, but on bad grades they were not completely satisfactory in certain respects. He added that one of the cars made a very fast journey from Napier to Wellington on Sunday, the 200 miles being covered in 4 hours 25 minutes running time.: [953, 971, 1172, 1118]
- town-talk-item-heading: Thoughtless Motorist.: [953, 1122, 1045, 1133]
- town-talk-item-heading: Red Cross Service: [953, 192, 1029, 202]
- editorial-date: FRIDAY, FEBRUARY 10, 1939.: [583, 282, 759, 295]
- memorial-fund-heading: LATE MILDRED NEWCOMBE: [1690, 973, 1849, 986]
- divider: [1439, 66, 1619, 67]
- nursing-paragraph: There was a shortage of both registered and pupil nurses, said Miss Lambie. In the case of registered nurses the shortage was considered to be due to the increased occupancy of public hospitals having resulted in at least 200 more registered nurses being employed since 1933, while the reduction in private hospital beds had resulted in a large increase in the number of nurses being employed in private hospitals. About 400 nurses had left for overseas countries during the past three years and of those they knew of only 43 who had returned. During the same period, probably due to better times, there had been a very large increase in the marriage rate, at least 400 registered nurses having married.: [1416, 482, 1642, 629]
- male-nurses-subheading-2: WIDE FIELD OF WORK.: [1713, 1189, 1826, 1200]
- red-cross-paragraph: At the conclusion of Mr. Bridger's address, the following officers were appointed:—Patron and patroness, the Mayor and Mayoress, Mr. and Mrs. W. J. Rogers; president, Dr. F. W. Gilligan (subject to consent); vice-presidents, Mesdames Beaumont Bates, J. C. Wickham, and Mr. A. Douglas. An executive committee of six, with power to add, was appointed to make arrangements for another meeting. The committee is Mesdames Eide, Gibbs, Hair, Summerell, Nelson, and Messrs. Wilson and Lawrence.: [953, 1388, 1172, 1501]
- table-row: [1654, 1041, 1885, 1053]
- nursing-subheading-2: HOSPITAL BOARD'S CONCERN: [1442, 96, 1616, 109]
- court-case: D. T. Daley v. T. P. Daley, motion for decree absolute and custody.: [1654, 751, 1885, 773]
- personal-item: Sympathy with the relatives of the late Mr. J. K. Hornblow and Mr. W. S. Wharton was expressed by the conference of hospital boards at New Plymouth yesterday. Appreciation of their services to their board and the association was expressed.: [1184, 569, 1404, 625]
- town-talk-item-text: A community building effort, unique in New Zealand friendly society history, has just reached its finishing stages in Aramoho, Wanganui, where the Hylton Lodge No. 135, of the Independent Order of Oddfellows, has transformed a dilapidated barn into a modern clubroom. Last September the lodge bought a ramshackle barn at 165 Somme Parade that was in an advanced stage of disrepair, and a quarter-acre of land for £180. Since then the building has been transformed to make a fine assembly hall. All the labour was supplied by members, without charge, and £150 was spent on materials.: [953, 817, 1172, 952]
- supreme-court-subheading-1: WANGANUI SESSION: [1710, 72, 1830, 85]
- fospherine-line: Own nerve tonic.: [1735, 1477, 1804, 1487]
- column-rule: [393, 42, 394, 1960]
- nz-item-heading: Pitcairn Islanders' Singing.: [202, 1058, 317, 1068]
- court-case: R. E. Mahoney v. W. Mahoney, petition for divorce on grounds of habitual drunkenness and cruelty.: [1654, 913, 1885, 935]
- editorial-body: [401, 321, 941, 1202]
- male-nurses-paragraph: They had several male nurses, some of whom they had trained themselves, said Dr. J. W. Craven, Auckland.: [1654, 1298, 1885, 1320]
- divider: [1677, 90, 1862, 91]
- editorial-heading: GERMAN FINANCE: [601, 306, 741, 322]
- talboys-advert: [9, 247, 386, 308]
- migrants-heading: Migrants Encouraged.: [1481, 761, 1576, 772]
- visitors-heading: VISITORS TO THE CITY: [1220, 1104, 1368, 1119]
- nz-item-heading: Import Absurdities.: [9, 847, 92, 857]
- town-talk-item-text: During January, 26 new consumers were connected by the Wanganui-Rangitikei Electric Power Board, to bring the total up to 11,508. There were 108 extensions in existing installations during the same period.: [953, 142, 1172, 187]
- male-nurses-paragraph: The remit, together with one from the Hawke's Bay board asking the conference to consider the possibility of training male nurses for auxiliary service in all general hospitals, was referred to the executive to take up with the department.: [1654, 1383, 1885, 1439]
- nursing-paragraph: Remits from the Dannevirke board that the Government be asked to review the regulations governing the training of nurses placed on a similar footing to that adopted by the Education Department in training candidates for the teaching profession and from the Hokianga board that as an incentive to girls to enter the nursing profession it be a recommendation to the Health Department that time served: [1416, 1348, 1642, 1438]
- fund-label: Mrs. E. A. Neame .. .. ..: [1655, 1053, 1748, 1064]
- personal-item: Mr. A. F. Naylor, Wanganui, has been appointed Associate to Mr. Justice Reed, in succession to Mr. R. E. Jack, LL.B., who has left to take up a position in a legal office in Wanganui. Mr. Naylor was until recently secretary of the Wanganui District Adjustment Commission.: [1184, 628, 1404, 695]
- town-talk-item-heading: Community Building.: [953, 803, 1044, 813]
- court-case: Lena Clapperton, alleged theft from the person.: [1664, 339, 1850, 350]
- mail-heading: MAIL NOTICES: [124, 453, 272, 475]
- editorial-paragraph: It must be remembered, however, that this impressive total of savings is swelled by the enforced savings which occur when a manufacturer is prohibited from enlarging his business or plant, and a trader is unable to secure merchandise and has to deposit his capital in the bank. In such circumstances the capital does not represent an increase, but a blocking of its normal use. In this way life in Germany is becoming less pleasant. The use of such bank deposits is to provide loans from the banks to the Government.: [401, 608, 941, 680]
- grand-hotel-heading: GRAND HOTEL: [1257, 1268, 1330, 1279]
- table-row: [1654, 1064, 1885, 1076]
- nursing-paragraph: There were two methods by which the shortage of nurses might be relieved, firstly by granting to hospitals training licenses that had been taken away and secondly by bringing out some of the refugee nurses from England, said Mr. E. McDonald (South Canterbury), in moving that the Department of Health be urged to take the necessary steps to supplement the number of nurses in the Dominion. It was pleasing to know that the possibility of bringing to New Zealand some of the surplus nurses from Canada was being considered, Mr. McDonald remarked.: [1416, 280, 1642, 405]
- editorial-paragraph: The concentration of credit in the hands of Government departments is also causing a congestion of orders, but the manufacturers are worried because they have been saddled with orders extending to as long as five years ahead before delivery can be achieved. This results in fixing prices into the future but leaving the question of costs undecided. A battle royal is going on between the various departments, and the appointment of Dr. Funk as Minister of Economics has been arranged for the purpose of straightening matters out by empowering the Ministry of Economics to decide the priority to be given to the various Government departmental orders.: [401, 877, 941, 977]
- column-1: [9, 43, 386, 1960]
